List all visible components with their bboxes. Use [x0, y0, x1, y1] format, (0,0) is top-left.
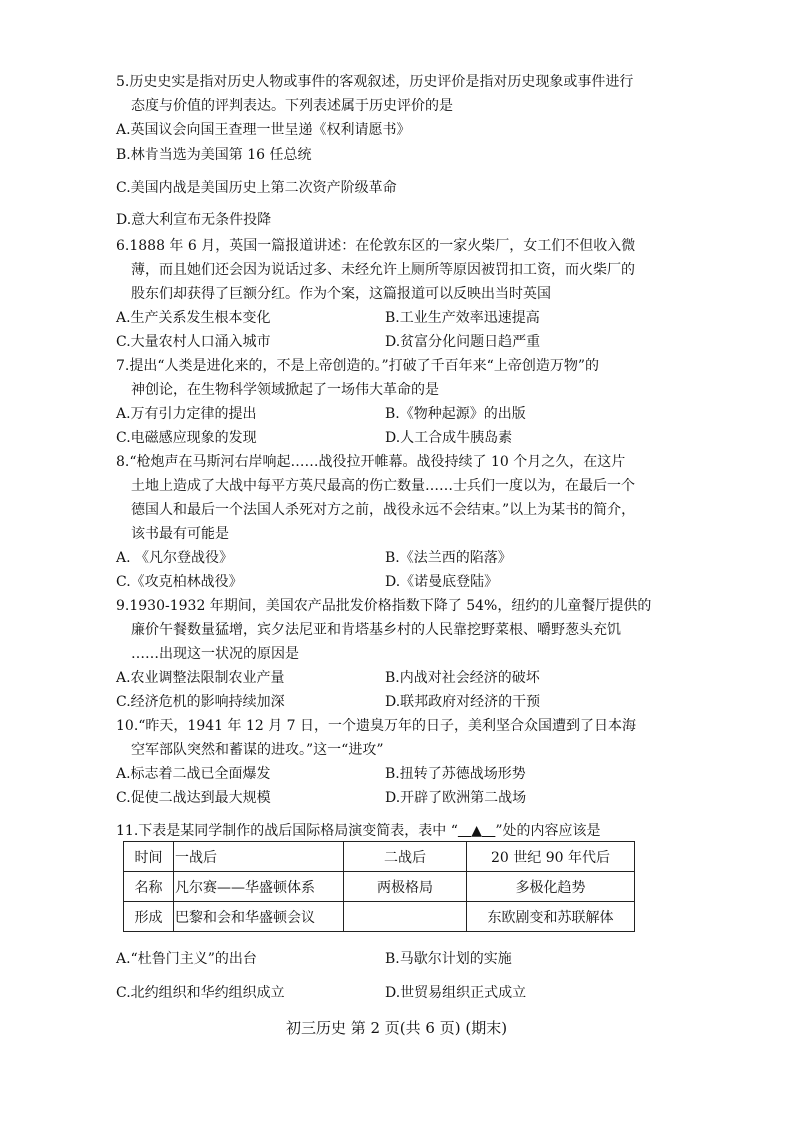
q8-stem-line1: 8.“枪炮声在马斯河右岸响起……战役拉开帷幕。战役持续了 10 个月之久，在这片 — [116, 454, 626, 470]
q10-option-b: B.扭转了苏德战场形势 — [385, 766, 526, 782]
q7-option-b: B.《物种起源》的出版 — [385, 406, 526, 422]
table-cell: 东欧剧变和苏联解体 — [467, 902, 635, 932]
table-cell: 多极化趋势 — [467, 872, 635, 902]
table-cell: 凡尔赛——华盛顿体系 — [174, 872, 344, 902]
q8-option-a: A. 《凡尔登战役》 — [116, 550, 234, 566]
q11-stem-prefix: 11.下表是某同学制作的战后国际格局演变简表，表中 “ — [116, 823, 458, 839]
table-cell: 20 世纪 90 年代后 — [467, 842, 635, 872]
q6-stem-line3: 股东们却获得了巨额分红。作为个案，这篇报道可以反映出当时英国 — [131, 286, 551, 302]
table-row — [124, 872, 635, 902]
q10-option-d: D.开辟了欧洲第二战场 — [385, 790, 527, 806]
q8-option-d: D.《诺曼底登陆》 — [385, 574, 499, 590]
q6-option-a: A.生产关系发生根本变化 — [116, 310, 271, 326]
q11-option-a: A.“杜鲁门主义”的出台 — [116, 951, 257, 967]
q10-stem-line2: 空军部队突然和蓄谋的进攻。”这一“进攻” — [131, 742, 384, 758]
q8-option-b: B.《法兰西的陷落》 — [385, 550, 512, 566]
q11-blank — [458, 823, 496, 839]
q8-stem-line4: 该书最有可能是 — [131, 526, 229, 542]
table-cell: 时间 — [124, 842, 174, 872]
q5-stem-line1: 5.历史史实是指对历史人物或事件的客观叙述，历史评价是指对历史现象或事件进行 — [116, 74, 634, 90]
q10-option-c: C.促使二战达到最大规模 — [116, 790, 271, 806]
q10-stem-line1: 10.“昨天，1941 年 12 月 7 日，一个遗臭万年的日子，美利坚合众国遭到了日本海 — [116, 718, 637, 734]
q11-stem — [116, 822, 601, 840]
q9-stem-line2: 廉价午餐数量猛增，宾夕法尼亚和肯塔基乡村的人民靠挖野菜根、嚼野葱头充饥 — [131, 622, 621, 638]
q7-stem-line1: 7.提出“人类是进化来的，不是上帝创造的。”打破了千百年来“上帝创造万物”的 — [116, 358, 599, 374]
q9-option-c: C.经济危机的影响持续加深 — [116, 694, 285, 710]
q8-option-c: C.《攻克柏林战役》 — [116, 574, 243, 590]
q6-option-d: D.贫富分化问题日趋严重 — [385, 334, 541, 350]
q11-option-c: C.北约组织和华约组织成立 — [116, 985, 285, 1001]
q9-stem-line3: ……出现这一状况的原因是 — [131, 646, 299, 662]
q7-stem-line2: 神创论，在生物科学领域掀起了一场伟大革命的是 — [131, 382, 439, 398]
q10-option-a: A.标志着二战已全面爆发 — [116, 766, 271, 782]
q8-stem-line2: 土地上造成了大战中每平方英尺最高的伤亡数量……士兵们一度以为，在最后一个 — [131, 478, 635, 494]
q5-stem-line2: 态度与价值的评判表达。下列表述属于历史评价的是 — [131, 98, 453, 114]
q6-stem-line1: 6.1888 年 6 月，英国一篇报道讲述：在伦敦东区的一家火柴厂，女工们不但收入微 — [116, 238, 636, 254]
q9-option-a: A.农业调整法限制农业产量 — [116, 670, 285, 686]
table-cell: 一战后 — [174, 842, 344, 872]
q8-stem-line3: 德国人和最后一个法国人杀死对方之前，战役永远不会结束。”以上为某书的简介， — [131, 502, 636, 518]
q11-option-d: D.世贸易组织正式成立 — [385, 985, 527, 1001]
q6-option-c: C.大量农村人口涌入城市 — [116, 334, 271, 350]
q7-option-c: C.电磁感应现象的发现 — [116, 430, 257, 446]
q5-option-b: B.林肯当选为美国第 16 任总统 — [116, 147, 312, 163]
q6-stem-line2: 薄，而且她们还会因为说话过多、未经允许上厕所等原因被罚扣工资，而火柴厂的 — [131, 262, 635, 278]
table-row — [124, 902, 635, 932]
q5-option-d: D.意大利宣布无条件投降 — [116, 212, 272, 228]
table-cell: 两极格局 — [344, 872, 467, 902]
q9-option-d: D.联邦政府对经济的干预 — [385, 694, 541, 710]
q5-option-c: C.美国内战是美国历史上第二次资产阶级革命 — [116, 180, 397, 196]
page-footer: 初三历史 第 2 页(共 6 页) (期末) — [285, 1019, 508, 1037]
table-cell: 巴黎和会和华盛顿会议 — [174, 902, 344, 932]
q11-table — [123, 841, 635, 932]
table-cell: 名称 — [124, 872, 174, 902]
q11-stem-suffix: ”处的内容应该是 — [495, 823, 601, 839]
table-row — [124, 842, 635, 872]
q9-stem-line1: 9.1930-1932 年期间，美国农产品批发价格指数下降了 54%，纽约的儿童餐厅提供的 — [116, 598, 652, 614]
q11-option-b: B.马歇尔计划的实施 — [385, 951, 512, 967]
q7-option-d: D.人工合成牛胰岛素 — [385, 430, 513, 446]
q7-option-a: A.万有引力定律的提出 — [116, 406, 257, 422]
table-cell: 二战后 — [344, 842, 467, 872]
q5-option-a: A.英国议会向国王查理一世呈递《权利请愿书》 — [116, 122, 411, 138]
q9-option-b: B.内战对社会经济的破坏 — [385, 670, 540, 686]
q6-option-b: B.工业生产效率迅速提高 — [385, 310, 540, 326]
table-cell: 形成 — [124, 902, 174, 932]
triangle-icon: ▲ — [471, 823, 483, 839]
table-cell-blank — [344, 902, 467, 932]
